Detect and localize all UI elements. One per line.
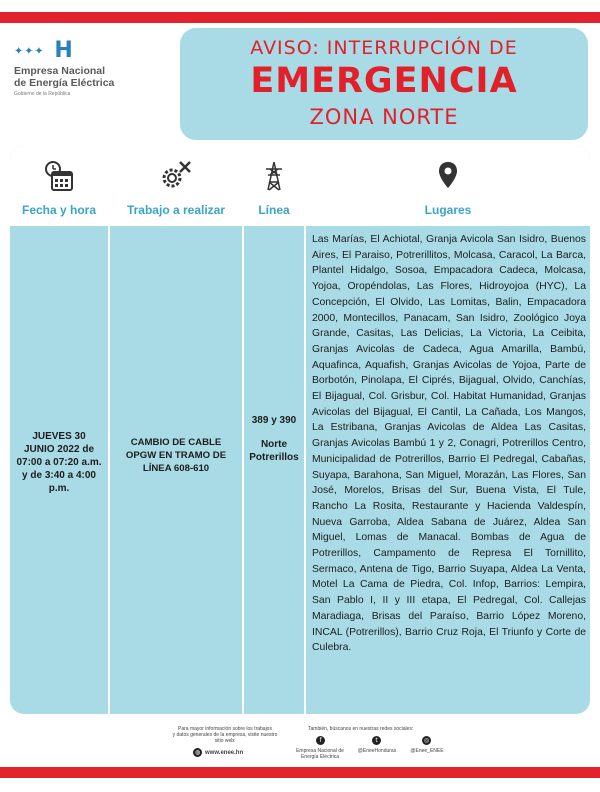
cell-trabajo: CAMBIO DE CABLE OPGW EN TRAMO DE LÍNEA 608-610 [125,437,227,474]
globe-icon: ◍ [194,749,201,756]
banner-line1: AVISO: INTERRUPCIÓN DE [250,37,518,59]
logo-name-line2: de Energía Eléctrica [14,77,115,89]
logo-mark: ✦✦✦ H [14,38,75,63]
header-trabajo-label: Trabajo a realizar [126,203,226,217]
footer [0,720,600,764]
header-divider [10,224,590,226]
col-trabajo [110,146,242,714]
facebook-label[interactable]: Empresa Nacional de Energía Eléctrica [296,748,344,760]
map-pin-icon [437,160,459,192]
cell-linea-numbers: 389 y 390 [251,415,297,426]
twitter-icon[interactable]: t [372,736,381,745]
col-linea [244,146,304,714]
cell-fecha: JUEVES 30 JUNIO 2022 de 07:00 a 07:20 a.m. y de 3:40 a 4:00 p.m. [16,431,102,494]
social-title: También, búscanos en nuestras redes sociales: [308,726,414,732]
outage-table [10,146,590,714]
stars-icon: ✦✦✦ [14,44,45,58]
header-fecha [10,146,108,224]
cell-lugares: Las Marías, El Achiotal, Granja Avicola San Isidro, Buenos Aires, El Paraiso, Potrerillitos, Molcasa, Caracol, La Barca, Plantel Hidalgo, Sosoa, Empacadora Cadeca, Molcasa, Yojoa, Oropéndolas, Las Flores, Hidroyojoa (HYC), La Concepción, El Olvido, Las Lomitas, Balin, Empacadora 2000, Montecillos, Panacam, San Isidro, Zoológico Joya Grande, Casitas, Las Delicias, La Victoria, La Ceibita, Granjas Avicolas de Cadeca, Agua Amarilla, Bambú, Aquafinca, Aquafish, Granjas Avicolas de Yojoa, Parte de Borbotón, Pinolapa, El Ciprés, Bijagual, Olvido, Canchías, El Bijagual, Col. Grisbur, Col. Habitat Humanidad, Granjas Avicolas del Bijagual, El Cantil, La Cañada, Los Mangos, La Estribana, Granjas Avicolas de Aldea Las Casitas, Granjas Avicolas Bambú 1 y 2, Conagri, Potrerillos Centro, Municipalidad de Potrerillos, Barrio El Pedregal, Cabañas, Suyapa, Barahona, San Miguel, Morazán, Las Flores, San José, Morelos, Brisas del Sur, Buena Vista, El Tule, Rancho La Rosita, Restaurante y Hacienda Valdespín, Nueva Garroba, Aldea Sabana de Juárez, Aldea San Miguel, Lomas de Manacal. Bombas de Agua de Potrerillos, Campamento de Represa El Tornillito, Sermaco, Antena de Tigo, Barrio Suyapa, Aldea La Venta, Motel La Cama de Piedra, Col. Infop, Barrios: Lempira, San Pablo I, II y III etapa, El Pedregal, Col. Callejas Maradiaga, Brisas del Paraíso, Barrio López Moreno, INCAL (Potrerillos), Barrio Cruz Roja, El Triunfo y Corte de Culebra. [312,234,586,654]
facebook-icon[interactable]: f [316,736,325,745]
twitter-label[interactable]: @EneeHonduras [357,748,397,754]
header-trabajo [110,146,242,224]
bottom-red-bar [0,767,600,778]
website-link[interactable]: www.enee.hn [205,750,244,756]
banner-line3: ZONA NORTE [309,105,459,129]
power-tower-icon [263,160,285,192]
header-lugares [306,146,590,224]
cell-linea-zone: Norte Potrerillos [249,439,299,463]
col-fecha [10,146,108,714]
footer-info: Para mayor información sobre los trabajos y datos generales de la empresa, visite nuestro sitio web: [172,726,278,744]
enee-logo [14,38,164,97]
gear-tools-icon [158,160,194,192]
header-linea [244,146,304,224]
logo-subtitle: Gobierno de la República [14,91,71,97]
instagram-label[interactable]: @Enee_ENEE [410,748,444,754]
calendar-clock-icon [44,160,74,192]
header-linea-label: Línea [258,203,290,217]
logo-name-line1: Empresa Nacional [14,65,106,77]
header-lugares-label: Lugares [424,203,472,217]
instagram-icon[interactable]: ◎ [423,737,430,744]
notice-banner [180,28,588,140]
top-red-bar [0,12,600,23]
banner-line2: EMERGENCIA [250,61,518,101]
header-fecha-label: Fecha y hora [21,203,97,217]
